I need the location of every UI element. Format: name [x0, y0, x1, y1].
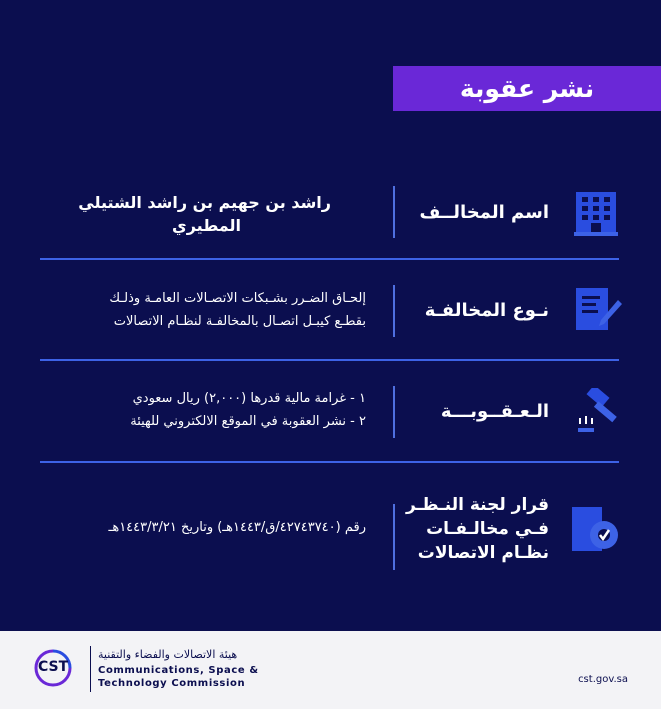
website-link[interactable]: cst.gov.sa	[578, 674, 628, 685]
violation-type-line1: إلحـاق الضـرر بشـبكات الاتصـالات العامـة وذلـك	[109, 291, 366, 306]
violator-name-label: اسم المخالــف	[419, 202, 549, 223]
page-title-text: نشر عقوبة	[459, 74, 595, 103]
page-title	[393, 66, 661, 111]
row-separator	[40, 258, 619, 260]
gavel-icon	[574, 388, 622, 440]
penalty-label: الـعـقــوبـــة	[440, 401, 549, 422]
building-icon	[574, 190, 620, 242]
document-pen-icon	[574, 286, 622, 338]
org-name-en-line1: Communications, Space &	[98, 665, 259, 676]
row-separator	[40, 359, 619, 361]
committee-decision-label-line2: فـي مخالـفـات	[426, 519, 549, 539]
cst-logo-text: CST	[38, 659, 69, 675]
gear-document-icon	[570, 505, 620, 559]
org-name-ar: هيئة الاتصالات والفضاء والتقنية	[98, 648, 238, 661]
violator-name-line2: المطيري	[172, 216, 241, 235]
violation-type-label: نـوع المخالفـة	[424, 300, 549, 321]
row-divider-vertical	[393, 186, 395, 238]
row-separator	[40, 461, 619, 463]
violator-name-line1: راشد بن جهيم بن راشد الشتيلي	[78, 193, 331, 212]
penalty-line2: ٢ - نشر العقوبة في الموقع الالكتروني للهيئة	[130, 414, 366, 429]
row-divider-vertical	[393, 504, 395, 570]
row-divider-vertical	[393, 386, 395, 438]
committee-decision-value: رقم (٤٢٧٤٣٧٤٠/ق/١٤٤٣هـ) وتاريخ ١٤٤٣/٣/٢١هـ	[108, 520, 366, 535]
committee-decision-label-line1: قرار لجنة النـظـر	[406, 495, 549, 515]
logo-divider	[90, 646, 91, 692]
row-divider-vertical	[393, 285, 395, 337]
penalty-line1: ١ - غرامة مالية قدرها (٢,٠٠٠) ريال سعودي	[132, 391, 366, 406]
org-name-en-line2: Technology Commission	[98, 678, 246, 689]
committee-decision-label-line3: نظـام الاتصالات	[417, 543, 549, 563]
violation-type-line2: بقطـع كيبـل اتصـال بالمخالفـة لنظـام الاتصالات	[113, 314, 366, 329]
